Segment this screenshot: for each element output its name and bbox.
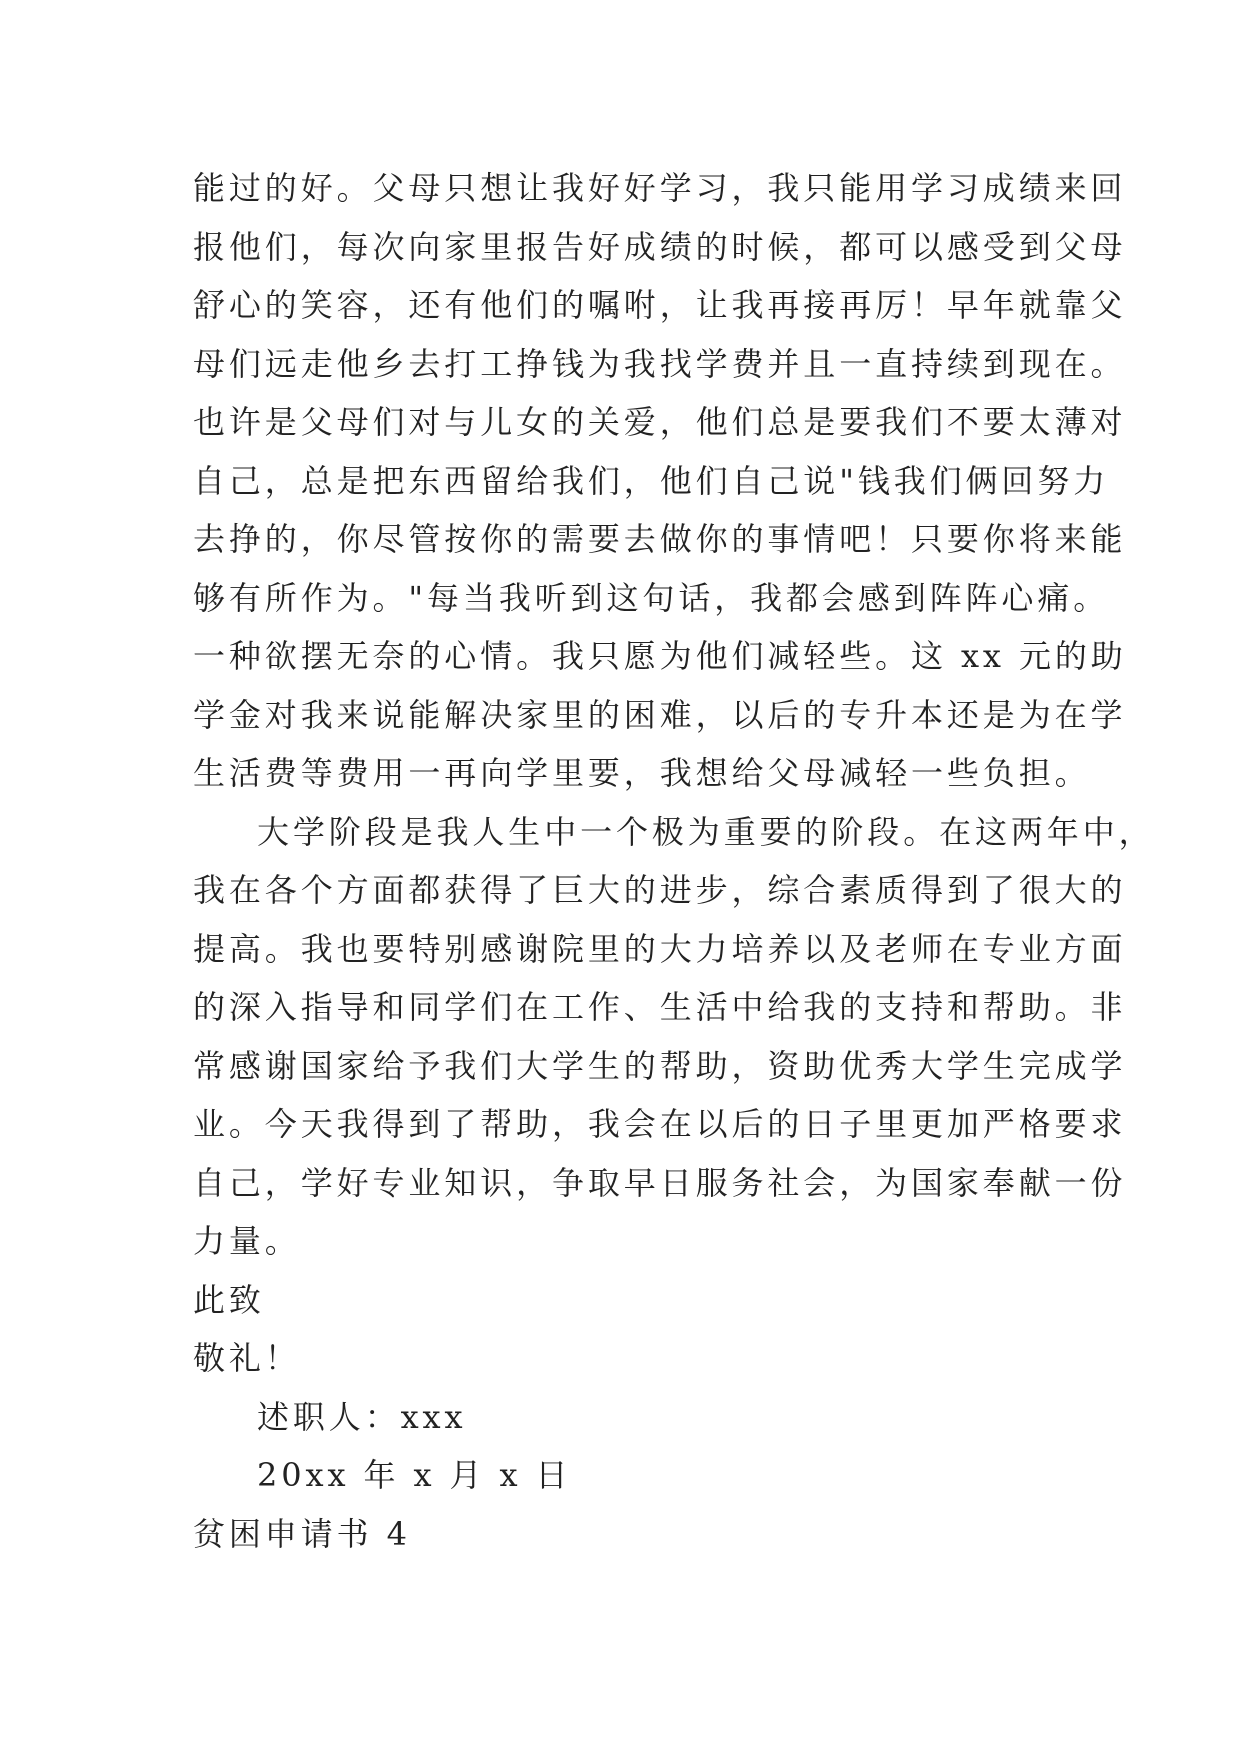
text-line: 贫困申请书 4 (193, 1514, 411, 1553)
document-body (193, 159, 1155, 1563)
text-line: 20xx 年 x 月 x 日 (257, 1456, 572, 1494)
text-line: 常感谢国家给予我们大学生的帮助，资助优秀大学生完成学 (193, 1046, 1127, 1085)
text-line: 大学阶段是我人生中一个极为重要的阶段。在这两年中， (257, 812, 1155, 851)
text-line: 生活费等费用一再向学里要，我想给父母减轻一些负担。 (193, 754, 1091, 792)
text-line: 自己，学好专业知识，争取早日服务社会，为国家奉献一份 (193, 1163, 1127, 1202)
text-line: 述职人：xxx (257, 1397, 467, 1436)
text-line: 够有所作为。"每当我听到这句话，我都会感到阵阵心痛。 (193, 578, 1110, 617)
text-line: 业。今天我得到了帮助，我会在以后的日子里更加严格要求 (193, 1105, 1127, 1143)
text-line: 的深入指导和同学们在工作、生活中给我的支持和帮助。非 (193, 988, 1127, 1026)
text-line: 能过的好。父母只想让我好好学习，我只能用学习成绩来回 (193, 169, 1127, 207)
text-line: 去挣的，你尽管按你的需要去做你的事情吧！只要你将来能 (193, 520, 1127, 558)
text-line: 力量。 (193, 1222, 301, 1260)
text-line: 舒心的笑容，还有他们的嘱咐，让我再接再厉！早年就靠父 (193, 286, 1127, 324)
text-line: 学金对我来说能解决家里的困难，以后的专升本还是为在学 (193, 695, 1127, 734)
text-line: 提高。我也要特别感谢院里的大力培养以及老师在专业方面 (193, 929, 1127, 968)
text-line: 一种欲摆无奈的心情。我只愿为他们减轻些。这 xx 元的助 (193, 637, 1127, 675)
text-line: 也许是父母们对与儿女的关爱，他们总是要我们不要太薄对 (193, 403, 1127, 441)
text-line: 自己，总是把东西留给我们，他们自己说"钱我们俩回努力 (193, 461, 1110, 500)
text-line: 母们远走他乡去打工挣钱为我找学费并且一直持续到现在。 (193, 344, 1127, 383)
text-line: 敬礼！ (193, 1339, 301, 1377)
text-line: 我在各个方面都获得了巨大的进步，综合素质得到了很大的 (193, 871, 1127, 909)
text-line: 报他们，每次向家里报告好成绩的时候，都可以感受到父母 (193, 227, 1127, 266)
text-line: 此致 (193, 1280, 265, 1319)
